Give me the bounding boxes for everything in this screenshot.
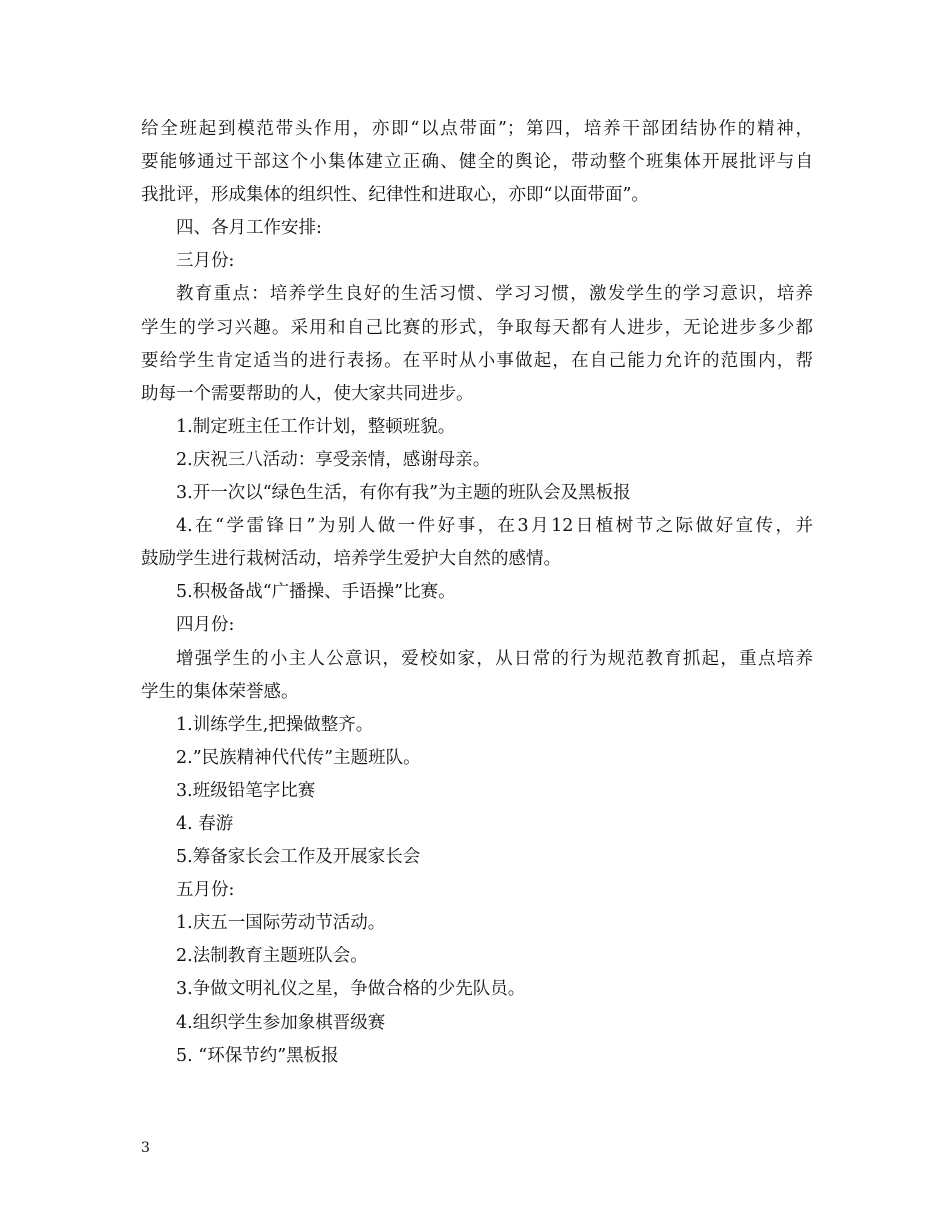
text-line: 鼓励学生进行栽树活动，培养学生爱护大自然的感情。 [141,549,561,570]
text-line: 2.庆祝三八活动：享受亲情，感谢母亲。 [176,449,491,470]
text-line: 教育重点：培养学生良好的生活习惯、学习习惯，激发学生的学习意识，培养 [176,284,813,305]
text-line: 2.”民族精神代代传”主题班队。 [176,747,421,768]
text-line: 给全班起到模范带头作用，亦即“以点带面”；第四，培养干部团结协作的精神， [141,119,813,139]
text-line: 学生的学习兴趣。采用和自己比赛的形式，争取每天都有人进步，无论进步多少都 [141,317,813,338]
text-line: 4.组织学生参加象棋晋级赛 [176,1012,386,1033]
text-line: 要给学生肯定适当的进行表扬。在平时从小事做起，在自己能力允许的范围内，帮 [141,350,813,371]
page-number: 3 [141,1140,150,1156]
text-line: 我批评，形成集体的组织性、纪律性和进取心，亦即“以面带面”。 [141,185,649,206]
text-line: 3.争做文明礼仪之星，争做合格的少先队员。 [176,979,526,1000]
text-line: 5.筹备家长会工作及开展家长会 [176,847,421,868]
text-line: 助每一个需要帮助的人，使大家共同进步。 [141,383,474,404]
text-line: 4. 春游 [176,813,234,834]
text-line: 2.法制教育主题班队会。 [176,946,368,967]
text-line: 1.制定班主任工作计划，整顿班貌。 [176,416,456,437]
text-line: 5. “环保节约”黑板报 [176,1045,339,1066]
text-line: 5.积极备战“广播操、手语操”比赛。 [176,582,456,603]
text-line: 学生的集体荣誉感。 [141,681,299,702]
text-line: 增强学生的小主人公意识，爱校如家，从日常的行为规范教育抓起，重点培养 [176,648,813,669]
text-line: 四、各月工作安排: [176,218,322,239]
body-text [141,113,813,1073]
text-line: 三月份: [176,251,235,272]
text-line: 五月份: [176,880,235,901]
text-line: 1.训练学生,把操做整齐。 [176,714,374,735]
text-line: 1.庆五一国际劳动节活动。 [176,913,386,934]
text-line: 3.班级铅笔字比赛 [176,780,316,801]
text-line: 4.在“学雷锋日”为别人做一件好事，在3月12日植树节之际做好宣传，并 [176,516,813,537]
text-line: 四月份: [176,615,235,636]
text-line: 3.开一次以“绿色生活，有你有我”为主题的班队会及黑板报 [176,483,631,504]
text-line: 要能够通过干部这个小集体建立正确、健全的舆论，带动整个班集体开展批评与自 [141,152,813,173]
